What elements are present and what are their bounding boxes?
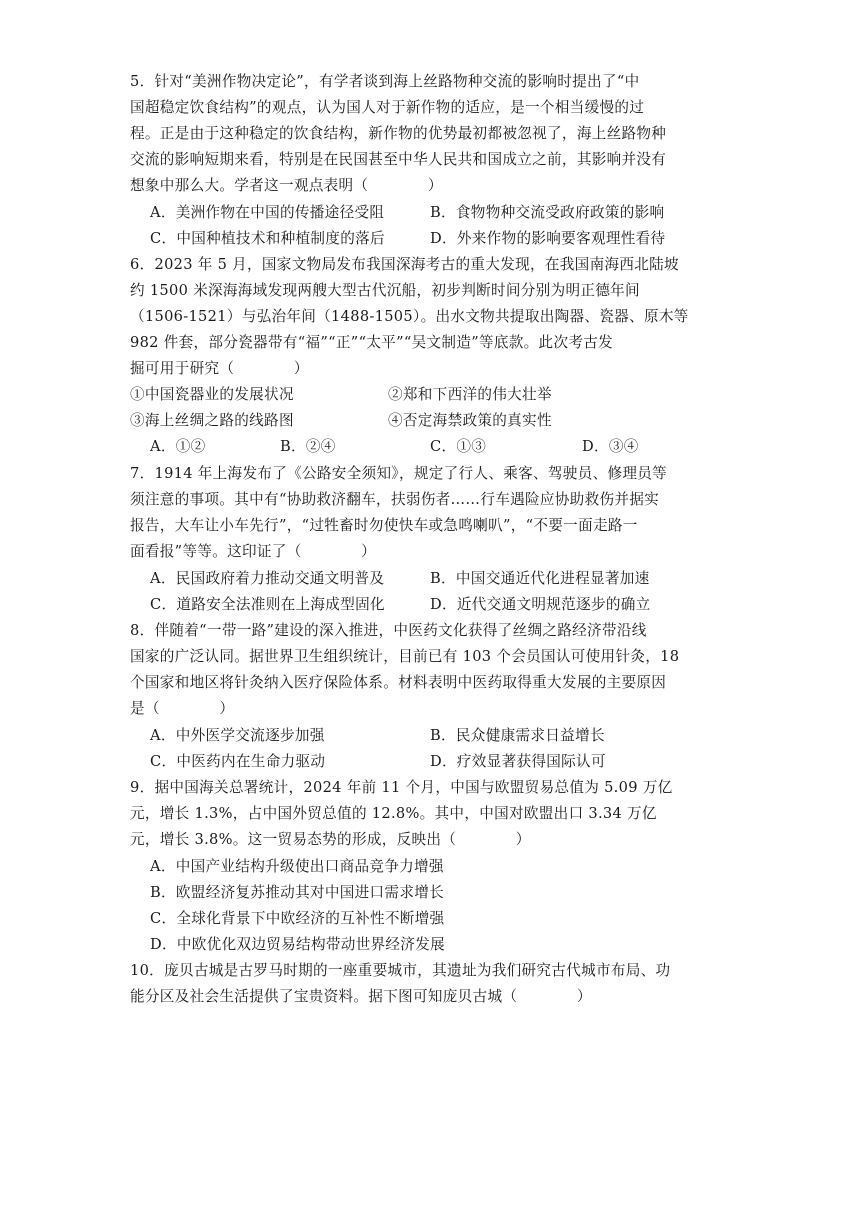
option-a[interactable]: A．①②	[150, 438, 206, 455]
question-text-line: 想象中那么大。学者这一观点表明（ ）	[130, 177, 443, 194]
question-text-line: 程。正是由于这种稳定的饮食结构，新作物的优势最初都被忽视了，海上丝路物种	[130, 125, 667, 142]
question-text-line: 元，增长 1.3%，占中国外贸总值的 12.8%。其中，中国对欧盟出口 3.34 万亿	[130, 805, 657, 822]
question-text-line: 9．据中国海关总署统计，2024 年前 11 个月，中国与欧盟贸易总值为 5.09 万亿	[130, 779, 673, 796]
question-text-line: 报告，大车让小车先行”，“过牲畜时勿使快车或急鸣喇叭”，“不要一面走路一	[130, 517, 638, 534]
option-a[interactable]: A．中国产业结构升级使出口商品竞争力增强	[150, 858, 444, 875]
question-text-line: 个国家和地区将针灸纳入医疗保险体系。材料表明中医药取得重大发展的主要原因	[130, 674, 667, 691]
statement-1: ①中国瓷器业的发展状况	[130, 386, 294, 403]
option-c[interactable]: C．道路安全法准则在上海成型固化	[150, 596, 385, 613]
question-text-line: 须注意的事项。其中有“协助救济翻车，扶弱伤者……行车遇险应协助救伤并据实	[130, 491, 660, 508]
question-text-line: 掘可用于研究（ ）	[130, 360, 309, 377]
question-text-line: 国家的广泛认同。据世界卫生组织统计，目前已有 103 个会员国认可使用针灸，18	[130, 648, 680, 665]
option-b[interactable]: B．欧盟经济复苏推动其对中国进口需求增长	[150, 884, 445, 901]
question-text-line: 国超稳定饮食结构”的观点，认为国人对于新作物的适应，是一个相当缓慢的过	[130, 99, 645, 116]
question-text-line: 元，增长 3.8%。这一贸易态势的形成，反映出（ ）	[130, 831, 531, 848]
option-d[interactable]: D．疗效显著获得国际认可	[430, 753, 606, 770]
question-text-line: 7．1914 年上海发布了《公路安全须知》，规定了行人、乘客、驾驶员、修理员等	[130, 465, 668, 482]
question-text-line: 10．庞贝古城是古罗马时期的一座重要城市，其遗址为我们研究古代城市布局、功	[130, 962, 671, 979]
option-c[interactable]: C．中国种植技术和种植制度的落后	[150, 230, 385, 247]
statement-3: ③海上丝绸之路的线路图	[130, 412, 294, 429]
option-b[interactable]: B．民众健康需求日益增长	[430, 727, 605, 744]
question-text-line: （1506-1521）与弘治年间（1488-1505）。出水文物共提取出陶器、瓷器、原木等	[130, 308, 689, 325]
question-text-line: 面看报”等等。这印证了（ ）	[130, 543, 377, 560]
question-text-line: 交流的影响短期来看，特别是在民国甚至中华人民共和国成立之前，其影响并没有	[130, 151, 667, 168]
option-d[interactable]: D．中欧优化双边贸易结构带动世界经济发展	[150, 936, 445, 953]
option-c[interactable]: C．中医药内在生命力驱动	[150, 753, 326, 770]
option-d[interactable]: D．③④	[582, 438, 639, 455]
option-a[interactable]: A．美洲作物在中国的传播途径受阻	[150, 204, 385, 221]
question-text-line: 5．针对“美洲作物决定论”，有学者谈到海上丝路物种交流的影响时提出了“中	[130, 73, 640, 90]
option-c[interactable]: C．①③	[430, 438, 487, 455]
option-b[interactable]: B．②④	[280, 438, 336, 455]
statement-2: ②郑和下西洋的伟大壮举	[388, 386, 552, 403]
option-d[interactable]: D．外来作物的影响要客观理性看待	[430, 230, 666, 247]
option-c[interactable]: C．全球化背景下中欧经济的互补性不断增强	[150, 910, 445, 927]
question-text-line: 是（ ）	[130, 700, 235, 717]
question-text-line: 能分区及社会生活提供了宝贵资料。据下图可知庞贝古城（ ）	[130, 988, 592, 1005]
option-a[interactable]: A．民国政府着力推动交通文明普及	[150, 570, 385, 587]
question-text-line: 约 1500 米深海海域发现两艘大型古代沉船，初步判断时间分别为明正德年间	[130, 282, 640, 299]
question-text-line: 8．伴随着“一带一路”建设的深入推进，中医药文化获得了丝绸之路经济带沿线	[130, 622, 647, 639]
option-a[interactable]: A．中外医学交流逐步加强	[150, 727, 325, 744]
statement-4: ④否定海禁政策的真实性	[388, 412, 552, 429]
option-d[interactable]: D．近代交通文明规范逐步的确立	[430, 596, 651, 613]
option-b[interactable]: B．中国交通近代化进程显著加速	[430, 570, 650, 587]
question-text-line: 982 件套，部分瓷器带有“福”“正”“太平”“吴文制造”等底款。此次考古发	[130, 334, 614, 351]
option-b[interactable]: B．食物物种交流受政府政策的影响	[430, 204, 665, 221]
question-text-line: 6．2023 年 5 月，国家文物局发布我国深海考古的重大发现，在我国南海西北陆坡	[130, 256, 679, 273]
